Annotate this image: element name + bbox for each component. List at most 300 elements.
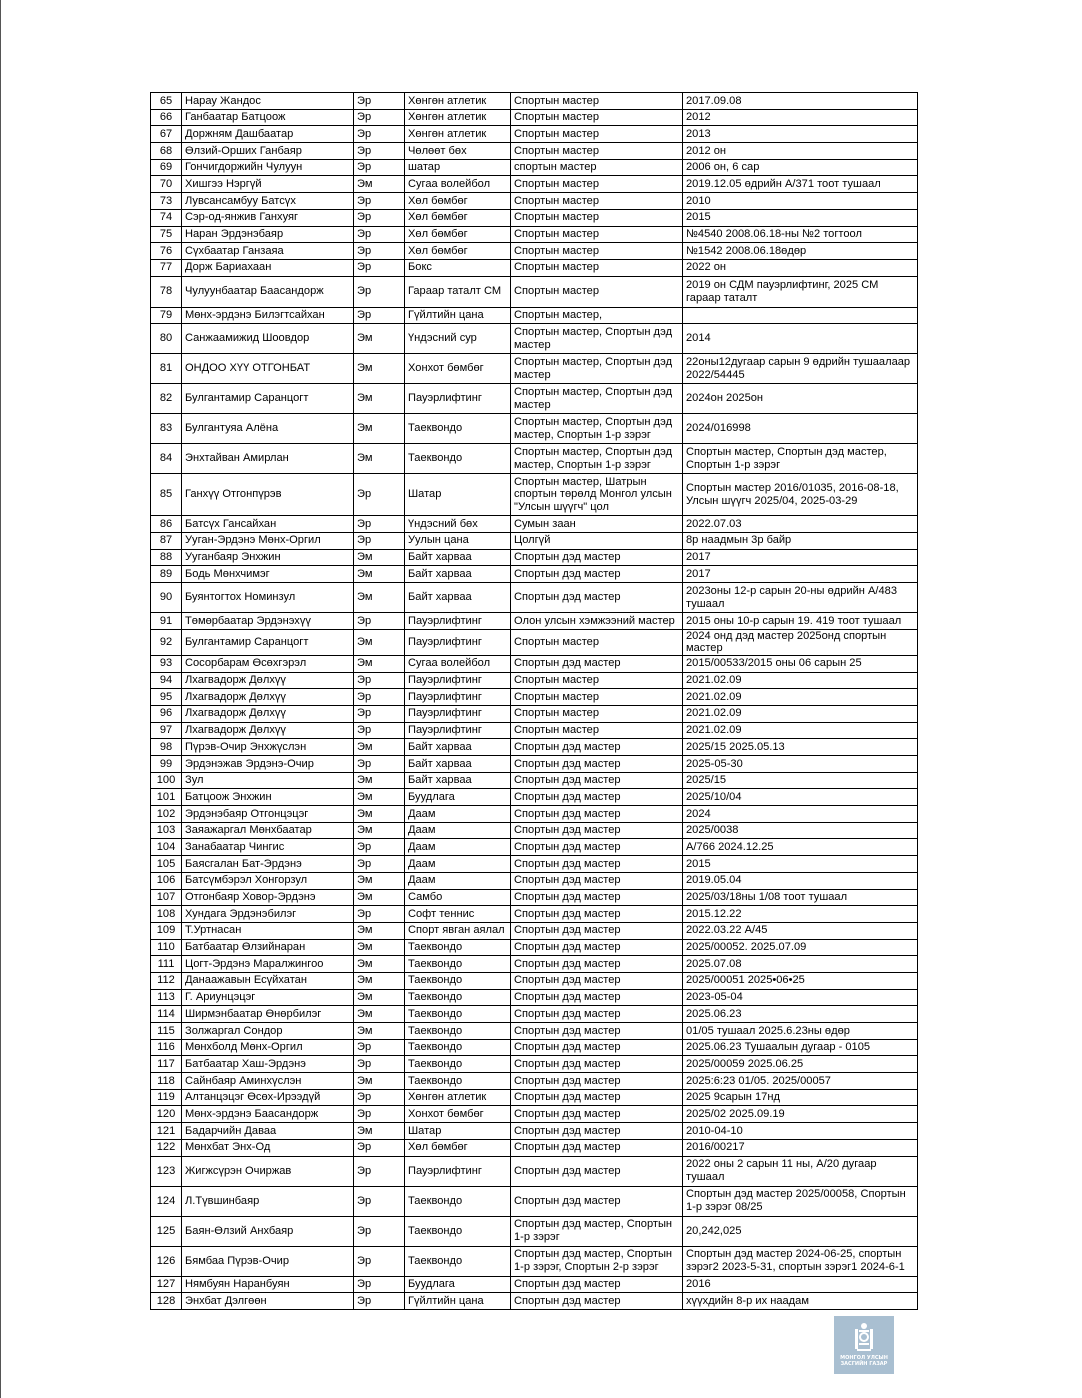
award-detail-cell: 22оны12дугаар сарын 9 өдрийн тушаалаар 2022/54445 [683, 354, 918, 384]
rank-title-cell: Спортын мастер [511, 672, 683, 689]
sport-cell: Пауэрлифтинг [405, 705, 511, 722]
gender-cell: Эр [354, 906, 405, 923]
row-number-cell: 88 [151, 549, 182, 566]
table-row [151, 474, 918, 516]
sport-cell: Сугаа волейбол [405, 176, 511, 193]
award-detail-cell: 2025/00052. 2025.07.09 [683, 939, 918, 956]
award-detail-cell: 2024он 2025он [683, 384, 918, 414]
row-number-cell: 103 [151, 822, 182, 839]
logo-caption: МОНГОЛ УЛСЫН ЗАСГИЙН ГАЗАР [840, 1355, 888, 1367]
gender-cell: Эр [354, 856, 405, 873]
table-row [151, 1139, 918, 1156]
table-row [151, 655, 918, 672]
sport-cell: Хөл бөмбөг [405, 243, 511, 260]
sport-cell: Хөнгөн атлетик [405, 93, 511, 110]
rank-title-cell: Спортын мастер [511, 209, 683, 226]
sport-cell: Софт теннис [405, 906, 511, 923]
rank-title-cell: Спортын дэд мастер [511, 889, 683, 906]
table-row [151, 549, 918, 566]
athlete-name-cell: Мөнх-эрдэнэ Билэгтсайхан [182, 307, 354, 324]
row-number-cell: 68 [151, 143, 182, 160]
award-detail-cell: 2024/016998 [683, 414, 918, 444]
rank-title-cell: Спортын мастер [511, 176, 683, 193]
gender-cell: Эм [354, 655, 405, 672]
gender-cell: Эм [354, 176, 405, 193]
athlete-table-body [151, 93, 918, 1310]
sport-cell: Даам [405, 856, 511, 873]
table-row [151, 989, 918, 1006]
row-number-cell: 92 [151, 629, 182, 655]
award-detail-cell [683, 307, 918, 324]
row-number-cell: 109 [151, 922, 182, 939]
row-number-cell: 81 [151, 354, 182, 384]
row-number-cell: 118 [151, 1073, 182, 1090]
gender-cell: Эр [354, 1139, 405, 1156]
sport-cell: Даам [405, 806, 511, 823]
rank-title-cell: Спортын дэд мастер [511, 806, 683, 823]
sport-cell: Пауэрлифтинг [405, 689, 511, 706]
row-number-cell: 67 [151, 126, 182, 143]
athlete-name-cell: Эрдэнэжав Эрдэнэ-Очир [182, 756, 354, 773]
row-number-cell: 104 [151, 839, 182, 856]
athlete-name-cell: Г. Ариунцэцэг [182, 989, 354, 1006]
gender-cell: Эм [354, 583, 405, 613]
athlete-name-cell: Дорж Бариахаан [182, 259, 354, 276]
table-row [151, 906, 918, 923]
rank-title-cell: Спортын дэд мастер [511, 856, 683, 873]
sport-cell: Таеквондо [405, 1246, 511, 1276]
award-detail-cell: 2014 [683, 324, 918, 354]
row-number-cell: 86 [151, 516, 182, 533]
rank-title-cell: Спортын мастер [511, 226, 683, 243]
athlete-name-cell: Батсүмбэрэл Хонгорзул [182, 872, 354, 889]
gender-cell: Эр [354, 1246, 405, 1276]
award-detail-cell: 2025:6:23 01/05. 2025/00057 [683, 1073, 918, 1090]
table-row [151, 689, 918, 706]
rank-title-cell: Спортын мастер, Спортын дэд мастер [511, 354, 683, 384]
table-row [151, 956, 918, 973]
row-number-cell: 74 [151, 209, 182, 226]
gender-cell: Эм [354, 772, 405, 789]
award-detail-cell: 2025 9сарын 17нд [683, 1089, 918, 1106]
award-detail-cell: 2017 [683, 566, 918, 583]
athlete-name-cell: Сосорбарам Өсөхгэрэл [182, 655, 354, 672]
sport-cell: Шатар [405, 1123, 511, 1140]
award-detail-cell: 2012 [683, 109, 918, 126]
rank-title-cell: Спортын мастер [511, 259, 683, 276]
row-number-cell: 90 [151, 583, 182, 613]
sport-cell: Хонхот бөмбөг [405, 1106, 511, 1123]
athlete-name-cell: Ууган-Эрдэнэ Мөнх-Оргил [182, 532, 354, 549]
award-detail-cell: 2012 он [683, 143, 918, 160]
award-detail-cell: хүүхдийн 8-р их наадам [683, 1293, 918, 1310]
athlete-name-cell: Занабаатар Чингис [182, 839, 354, 856]
gender-cell: Эм [354, 822, 405, 839]
rank-title-cell: Спортын дэд мастер [511, 939, 683, 956]
athlete-name-cell: Бадарчийн Даваа [182, 1123, 354, 1140]
row-number-cell: 83 [151, 414, 182, 444]
row-number-cell: 70 [151, 176, 182, 193]
sport-cell: Таеквондо [405, 1006, 511, 1023]
table-row [151, 109, 918, 126]
sport-cell: Гүйлтийн цана [405, 307, 511, 324]
award-detail-cell: 2019.12.05 өдрийн А/371 тоот тушаал [683, 176, 918, 193]
gender-cell: Эр [354, 722, 405, 739]
row-number-cell: 127 [151, 1276, 182, 1293]
table-row [151, 583, 918, 613]
rank-title-cell: Спортын дэд мастер [511, 789, 683, 806]
award-detail-cell: 2024 [683, 806, 918, 823]
rank-title-cell: Спортын дэд мастер, Спортын 1-р зэрэг, Спортын 2-р зэрэг [511, 1246, 683, 1276]
athlete-name-cell: Пүрэв-Очир Энхжүслэн [182, 739, 354, 756]
rank-title-cell: Спортын дэд мастер [511, 839, 683, 856]
table-row [151, 1246, 918, 1276]
athlete-name-cell: Баясгалан Бат-Эрдэнэ [182, 856, 354, 873]
gender-cell: Эр [354, 1156, 405, 1186]
gender-cell: Эр [354, 1106, 405, 1123]
sport-cell: Гараар таталт СМ [405, 276, 511, 307]
sport-cell: Таеквондо [405, 956, 511, 973]
gender-cell: Эр [354, 193, 405, 210]
sport-cell: Чөлөөт бөх [405, 143, 511, 160]
rank-title-cell: Спортын мастер, [511, 307, 683, 324]
sport-cell: Хөл бөмбөг [405, 209, 511, 226]
athlete-name-cell: Батцоож Энхжин [182, 789, 354, 806]
sport-cell: Таеквондо [405, 1056, 511, 1073]
rank-title-cell: Спортын дэд мастер [511, 922, 683, 939]
award-detail-cell: 2010 [683, 193, 918, 210]
award-detail-cell: №1542 2008.06.18өдөр [683, 243, 918, 260]
sport-cell: Хөл бөмбөг [405, 193, 511, 210]
gender-cell: Эм [354, 739, 405, 756]
row-number-cell: 80 [151, 324, 182, 354]
award-detail-cell: 8р наадмын 3р байр [683, 532, 918, 549]
gender-cell: Эр [354, 613, 405, 630]
athlete-name-cell: Золжаргал Сондор [182, 1023, 354, 1040]
gender-cell: Эм [354, 354, 405, 384]
athlete-name-cell: Өлзий-Орших Ганбаяр [182, 143, 354, 160]
row-number-cell: 66 [151, 109, 182, 126]
athlete-name-cell: Зул [182, 772, 354, 789]
gender-cell: Эм [354, 414, 405, 444]
sport-cell: Үндэсний сур [405, 324, 511, 354]
table-row [151, 1073, 918, 1090]
government-logo [834, 1316, 894, 1374]
table-row [151, 1056, 918, 1073]
gender-cell: Эр [354, 93, 405, 110]
row-number-cell: 107 [151, 889, 182, 906]
award-detail-cell: А/766 2024.12.25 [683, 839, 918, 856]
gender-cell: Эм [354, 1123, 405, 1140]
rank-title-cell: Цолгүй [511, 532, 683, 549]
table-row [151, 209, 918, 226]
sport-cell: Таеквондо [405, 1216, 511, 1246]
rank-title-cell: Спортын дэд мастер [511, 1056, 683, 1073]
rank-title-cell: Спортын дэд мастер [511, 822, 683, 839]
table-row [151, 1276, 918, 1293]
award-detail-cell: 2022.07.03 [683, 516, 918, 533]
athlete-name-cell: Мөнх-эрдэнэ Баасандорж [182, 1106, 354, 1123]
athlete-name-cell: Лхагвадорж Дөлхүү [182, 705, 354, 722]
sport-cell: Таеквондо [405, 414, 511, 444]
gender-cell: Эм [354, 872, 405, 889]
rank-title-cell: Спортын мастер, Спортын дэд мастер [511, 384, 683, 414]
table-row [151, 1023, 918, 1040]
award-detail-cell: 2015.12.22 [683, 906, 918, 923]
table-row [151, 276, 918, 307]
athlete-name-cell: Л.Түвшинбаяр [182, 1186, 354, 1216]
rank-title-cell: Спортын дэд мастер [511, 1106, 683, 1123]
award-detail-cell: 2025/02 2025.09.19 [683, 1106, 918, 1123]
gender-cell: Эр [354, 276, 405, 307]
table-row [151, 772, 918, 789]
gender-cell: Эм [354, 922, 405, 939]
sport-cell: Таеквондо [405, 989, 511, 1006]
row-number-cell: 76 [151, 243, 182, 260]
sport-cell: Бокс [405, 259, 511, 276]
rank-title-cell: Спортын дэд мастер [511, 655, 683, 672]
sport-cell: Пауэрлифтинг [405, 722, 511, 739]
athlete-name-cell: ОНДОО ХҮҮ ОТГОНБАТ [182, 354, 354, 384]
athlete-name-cell: Энхтайван Амирлан [182, 444, 354, 474]
gender-cell: Эр [354, 1089, 405, 1106]
athlete-name-cell: Булгантамир Саранцогт [182, 384, 354, 414]
table-row [151, 839, 918, 856]
gender-cell: Эр [354, 705, 405, 722]
gender-cell: Эр [354, 109, 405, 126]
rank-title-cell: Спортын мастер, Спортын дэд мастер, Спортын 1-р зэрэг [511, 414, 683, 444]
row-number-cell: 85 [151, 474, 182, 516]
table-row [151, 1006, 918, 1023]
athlete-name-cell: Лхагвадорж Дөлхүү [182, 672, 354, 689]
gender-cell: Эр [354, 839, 405, 856]
table-row [151, 324, 918, 354]
rank-title-cell: Спортын мастер, Спортын дэд мастер [511, 324, 683, 354]
table-row [151, 1089, 918, 1106]
gender-cell: Эм [354, 889, 405, 906]
gender-cell: Эр [354, 1293, 405, 1310]
gender-cell: Эр [354, 1039, 405, 1056]
sport-cell: Таеквондо [405, 1039, 511, 1056]
row-number-cell: 78 [151, 276, 182, 307]
sport-cell: Хөнгөн атлетик [405, 109, 511, 126]
athlete-name-cell: Лхагвадорж Дөлхүү [182, 689, 354, 706]
award-detail-cell: 2025/00051 2025•06•25 [683, 972, 918, 989]
award-detail-cell: 2016 [683, 1276, 918, 1293]
sport-cell: Хөл бөмбөг [405, 1139, 511, 1156]
gender-cell: Эр [354, 259, 405, 276]
rank-title-cell: Спортын мастер [511, 629, 683, 655]
rank-title-cell: Спортын дэд мастер [511, 1139, 683, 1156]
row-number-cell: 122 [151, 1139, 182, 1156]
row-number-cell: 120 [151, 1106, 182, 1123]
table-row [151, 856, 918, 873]
gender-cell: Эм [354, 972, 405, 989]
row-number-cell: 116 [151, 1039, 182, 1056]
gender-cell: Эр [354, 307, 405, 324]
table-row [151, 243, 918, 260]
rank-title-cell: Спортын мастер, Шатрын спортын төрөлд Монгол улсын "Улсын шүүгч" цол [511, 474, 683, 516]
award-detail-cell: 2015/00533/2015 оны 06 сарын 25 [683, 655, 918, 672]
gender-cell: Эм [354, 989, 405, 1006]
sport-cell: Хөл бөмбөг [405, 226, 511, 243]
row-number-cell: 96 [151, 705, 182, 722]
rank-title-cell: Спортын мастер [511, 126, 683, 143]
award-detail-cell: Спортын дэд мастер 2025/00058, Спортын 1-р зэрэг 08/25 [683, 1186, 918, 1216]
gender-cell: Эр [354, 756, 405, 773]
rank-title-cell: Спортын дэд мастер [511, 1156, 683, 1186]
athlete-name-cell: Нямбуян Наранбуян [182, 1276, 354, 1293]
table-row [151, 354, 918, 384]
sport-cell: Пауэрлифтинг [405, 613, 511, 630]
athlete-name-cell: Заяажаргал Мөнхбаатар [182, 822, 354, 839]
sport-cell: Буудлага [405, 1276, 511, 1293]
row-number-cell: 124 [151, 1186, 182, 1216]
athlete-name-cell: Алтанцэцэг Өсөх-Ирээдүй [182, 1089, 354, 1106]
athlete-name-cell: Сайнбаяр Аминхүслэн [182, 1073, 354, 1090]
sport-cell: Байт харваа [405, 566, 511, 583]
athlete-name-cell: Хишгээ Нэргүй [182, 176, 354, 193]
sport-cell: Байт харваа [405, 772, 511, 789]
sport-cell: шатар [405, 159, 511, 176]
row-number-cell: 121 [151, 1123, 182, 1140]
row-number-cell: 91 [151, 613, 182, 630]
athlete-name-cell: Сүхбаатар Ганзаяа [182, 243, 354, 260]
table-row [151, 705, 918, 722]
row-number-cell: 97 [151, 722, 182, 739]
row-number-cell: 82 [151, 384, 182, 414]
table-row [151, 193, 918, 210]
row-number-cell: 98 [151, 739, 182, 756]
table-row [151, 739, 918, 756]
sport-cell: Даам [405, 822, 511, 839]
sport-cell: Уулын цана [405, 532, 511, 549]
athlete-name-cell: Ширмэнбаатар Өнөрбилэг [182, 1006, 354, 1023]
table-row [151, 126, 918, 143]
rank-title-cell: Спортын дэд мастер [511, 549, 683, 566]
athlete-name-cell: Энхбат Дэлгөөн [182, 1293, 354, 1310]
gender-cell: Эр [354, 1216, 405, 1246]
table-row [151, 722, 918, 739]
sport-cell: Үндэсний бөх [405, 516, 511, 533]
row-number-cell: 111 [151, 956, 182, 973]
table-row [151, 1216, 918, 1246]
rank-title-cell: Спортын дэд мастер [511, 1006, 683, 1023]
table-row [151, 1186, 918, 1216]
athlete-name-cell: Наран Эрдэнэбаяр [182, 226, 354, 243]
table-row [151, 806, 918, 823]
table-row [151, 143, 918, 160]
table-row [151, 444, 918, 474]
award-detail-cell: 2010-04-10 [683, 1123, 918, 1140]
athlete-name-cell: Цогт-Эрдэнэ Маралжингоо [182, 956, 354, 973]
award-detail-cell: 2025/15 2025.05.13 [683, 739, 918, 756]
award-detail-cell: 2019 он СДМ пауэрлифтинг, 2025 СМ гараар таталт [683, 276, 918, 307]
table-row [151, 1123, 918, 1140]
rank-title-cell: спортын мастер [511, 159, 683, 176]
award-detail-cell: 2021.02.09 [683, 689, 918, 706]
sport-cell: Пауэрлифтинг [405, 629, 511, 655]
gender-cell: Эр [354, 1276, 405, 1293]
athlete-name-cell: Батбаатар Хаш-Эрдэнэ [182, 1056, 354, 1073]
table-row [151, 756, 918, 773]
table-row [151, 1293, 918, 1310]
gender-cell: Эм [354, 629, 405, 655]
sport-cell: Самбо [405, 889, 511, 906]
gender-cell: Эр [354, 516, 405, 533]
table-row [151, 789, 918, 806]
sport-cell: Пауэрлифтинг [405, 672, 511, 689]
sport-cell: Таеквондо [405, 972, 511, 989]
sport-cell: Байт харваа [405, 756, 511, 773]
table-row [151, 516, 918, 533]
gender-cell: Эм [354, 549, 405, 566]
rank-title-cell: Спортын дэд мастер [511, 1073, 683, 1090]
row-number-cell: 128 [151, 1293, 182, 1310]
athlete-name-cell: Төмөрбаатар Эрдэнэхүү [182, 613, 354, 630]
award-detail-cell: 2015 [683, 209, 918, 226]
award-detail-cell: 2017.09.08 [683, 93, 918, 110]
award-detail-cell: 2022 оны 2 сарын 11 ны, А/20 дугаар тушаал [683, 1156, 918, 1186]
table-row [151, 1039, 918, 1056]
row-number-cell: 95 [151, 689, 182, 706]
award-detail-cell: 2015 оны 10-р сарын 19. 419 тоот тушаал [683, 613, 918, 630]
gender-cell: Эр [354, 226, 405, 243]
rank-title-cell: Спортын мастер [511, 93, 683, 110]
award-detail-cell: Спортын дэд мастер 2024-06-25, спортын зэрэг2 2023-5-31, спортын зэрэг1 2024-6-1 [683, 1246, 918, 1276]
table-row [151, 939, 918, 956]
award-detail-cell: Спортын мастер, Спортын дэд мастер, Спортын 1-р зэрэг [683, 444, 918, 474]
award-detail-cell: №4540 2008.06.18-ны №2 тогтоол [683, 226, 918, 243]
award-detail-cell: 2025/00059 2025.06.25 [683, 1056, 918, 1073]
award-detail-cell: 2025/0038 [683, 822, 918, 839]
award-detail-cell: 2019.05.04 [683, 872, 918, 889]
table-row [151, 384, 918, 414]
award-detail-cell: 01/05 тушаал 2025.6.23ны өдөр [683, 1023, 918, 1040]
athlete-name-cell: Сэр-од-янжив Ганхуяг [182, 209, 354, 226]
gender-cell: Эр [354, 474, 405, 516]
sport-cell: Даам [405, 839, 511, 856]
athlete-name-cell: Мөнхбат Энх-Од [182, 1139, 354, 1156]
gender-cell: Эр [354, 159, 405, 176]
rank-title-cell: Спортын дэд мастер [511, 1123, 683, 1140]
gender-cell: Эр [354, 672, 405, 689]
rank-title-cell: Спортын дэд мастер [511, 906, 683, 923]
table-row [151, 1156, 918, 1186]
rank-title-cell: Спортын мастер [511, 143, 683, 160]
rank-title-cell: Спортын дэд мастер [511, 972, 683, 989]
rank-title-cell: Спортын дэд мастер [511, 1293, 683, 1310]
table-row [151, 226, 918, 243]
award-detail-cell: 2023-05-04 [683, 989, 918, 1006]
row-number-cell: 110 [151, 939, 182, 956]
gender-cell: Эм [354, 956, 405, 973]
rank-title-cell: Спортын мастер [511, 722, 683, 739]
athlete-name-cell: Булгантамир Саранцогт [182, 629, 354, 655]
sport-cell: Хөнгөн атлетик [405, 126, 511, 143]
sport-cell: Сугаа волейбол [405, 655, 511, 672]
rank-title-cell: Спортын дэд мастер [511, 1039, 683, 1056]
sport-cell: Таеквондо [405, 1073, 511, 1090]
sport-cell: Таеквондо [405, 444, 511, 474]
row-number-cell: 94 [151, 672, 182, 689]
sport-cell: Байт харваа [405, 739, 511, 756]
rank-title-cell: Спортын дэд мастер [511, 872, 683, 889]
row-number-cell: 114 [151, 1006, 182, 1023]
athlete-name-cell: Хундага Эрдэнэбилэг [182, 906, 354, 923]
rank-title-cell: Олон улсын хэмжээний мастер [511, 613, 683, 630]
table-row [151, 822, 918, 839]
